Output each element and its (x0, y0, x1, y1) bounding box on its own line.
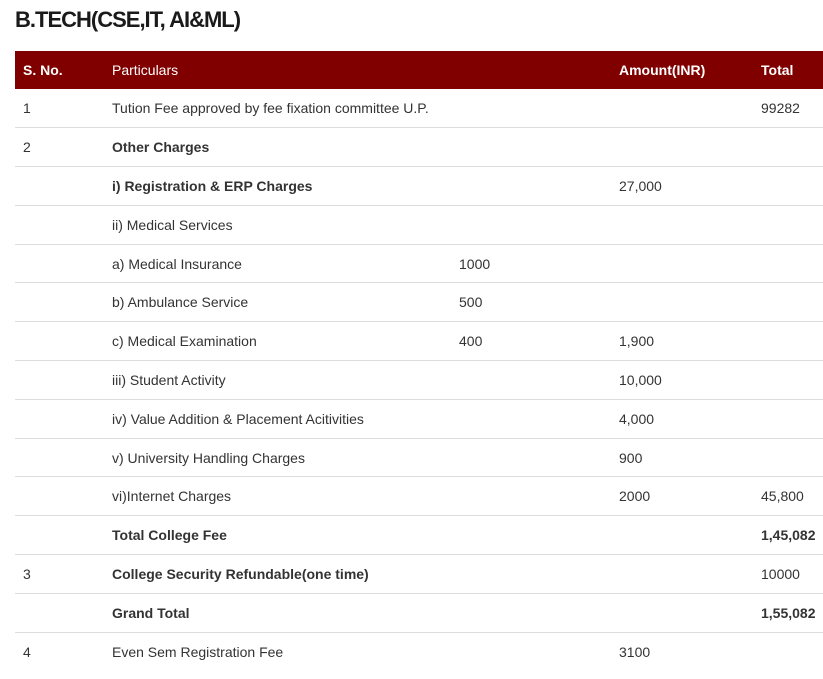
table-row (15, 167, 823, 206)
header-row (15, 51, 823, 89)
cell-particulars: Tution Fee approved by fee fixation committee U.P. (104, 89, 451, 128)
cell-amount: 27,000 (611, 167, 753, 206)
cell-sno (15, 593, 104, 632)
cell-amount (611, 516, 753, 555)
fee-structure-table (15, 51, 823, 671)
cell-particulars: Other Charges (104, 128, 451, 167)
cell-particulars: c) Medical Examination (104, 322, 451, 361)
table-row (15, 89, 823, 128)
page-title: B.TECH(CSE,IT, AI&ML) (15, 7, 241, 32)
cell-sno (15, 399, 104, 438)
cell-total (753, 128, 823, 167)
cell-amount (611, 283, 753, 322)
cell-total: 99282 (753, 89, 823, 128)
cell-amount (611, 205, 753, 244)
cell-sno: 2 (15, 128, 104, 167)
cell-sno: 3 (15, 555, 104, 594)
cell-particulars: b) Ambulance Service (104, 283, 451, 322)
header-sub-amount (451, 51, 611, 89)
cell-sub-amount (451, 89, 611, 128)
table-row (15, 593, 823, 632)
cell-amount (611, 555, 753, 594)
cell-amount: 1,900 (611, 322, 753, 361)
header-particulars: Particulars (112, 62, 179, 78)
cell-particulars: i) Registration & ERP Charges (104, 167, 451, 206)
cell-sub-amount (451, 399, 611, 438)
cell-sub-amount: 1000 (451, 244, 611, 283)
cell-sub-amount (451, 128, 611, 167)
cell-amount (611, 593, 753, 632)
header-total: Total (761, 62, 794, 78)
table-body (15, 89, 823, 671)
cell-total (753, 283, 823, 322)
cell-total: 1,45,082 (753, 516, 823, 555)
cell-sno (15, 477, 104, 516)
cell-total: 1,55,082 (753, 593, 823, 632)
cell-sub-amount: 500 (451, 283, 611, 322)
table-row (15, 438, 823, 477)
cell-particulars: Total College Fee (104, 516, 451, 555)
cell-sub-amount: 400 (451, 322, 611, 361)
cell-sub-amount (451, 205, 611, 244)
cell-particulars: a) Medical Insurance (104, 244, 451, 283)
cell-total (753, 322, 823, 361)
cell-sub-amount (451, 477, 611, 516)
cell-sub-amount (451, 438, 611, 477)
cell-particulars: ii) Medical Services (104, 205, 451, 244)
table-row (15, 555, 823, 594)
cell-amount: 3100 (619, 643, 651, 660)
table-row (15, 128, 823, 167)
cell-particulars: College Security Refundable(one time) (104, 555, 451, 594)
cell-amount (611, 244, 753, 283)
header-amount: Amount(INR) (619, 62, 706, 78)
cell-total (753, 205, 823, 244)
cell-total (753, 244, 823, 283)
cell-total (753, 438, 823, 477)
table-row (15, 244, 823, 283)
table-row (15, 361, 823, 400)
cell-amount: 900 (611, 438, 753, 477)
table-header (15, 51, 823, 89)
table-row (15, 322, 823, 361)
cell-total (753, 632, 823, 671)
table-row (15, 205, 823, 244)
cell-particulars: iv) Value Addition & Placement Acitivities (104, 399, 451, 438)
cell-amount: 2000 (611, 477, 753, 516)
cell-sno (15, 516, 104, 555)
cell-amount: 4,000 (611, 399, 753, 438)
cell-total (753, 167, 823, 206)
cell-amount (611, 89, 753, 128)
cell-total: 45,800 (753, 477, 823, 516)
cell-particulars: iii) Student Activity (104, 361, 451, 400)
cell-sno (15, 438, 104, 477)
table-row (15, 399, 823, 438)
table-row (15, 477, 823, 516)
cell-sno (15, 167, 104, 206)
cell-sno: 1 (15, 89, 104, 128)
cell-particulars: Grand Total (104, 593, 451, 632)
cell-sub-amount (451, 593, 611, 632)
cell-total: 10000 (753, 555, 823, 594)
cell-sno (15, 322, 104, 361)
cell-amount: 10,000 (611, 361, 753, 400)
cell-particulars: Even Sem Registration Fee (112, 643, 284, 660)
cell-sub-amount (451, 555, 611, 594)
cell-sub-amount (451, 632, 611, 671)
table-row (15, 516, 823, 555)
table-row (15, 283, 823, 322)
cell-particulars: vi)Internet Charges (104, 477, 451, 516)
cell-sno (15, 283, 104, 322)
cell-sno (15, 361, 104, 400)
header-sno: S. No. (23, 62, 63, 78)
cell-total (753, 399, 823, 438)
cell-sub-amount (451, 167, 611, 206)
cell-particulars: v) University Handling Charges (104, 438, 451, 477)
cell-sno (15, 244, 104, 283)
cell-sno (15, 205, 104, 244)
cell-total (753, 361, 823, 400)
cell-sub-amount (451, 516, 611, 555)
cell-sno: 4 (23, 643, 31, 660)
cell-sub-amount (451, 361, 611, 400)
cell-amount (611, 128, 753, 167)
table-row (15, 632, 823, 671)
